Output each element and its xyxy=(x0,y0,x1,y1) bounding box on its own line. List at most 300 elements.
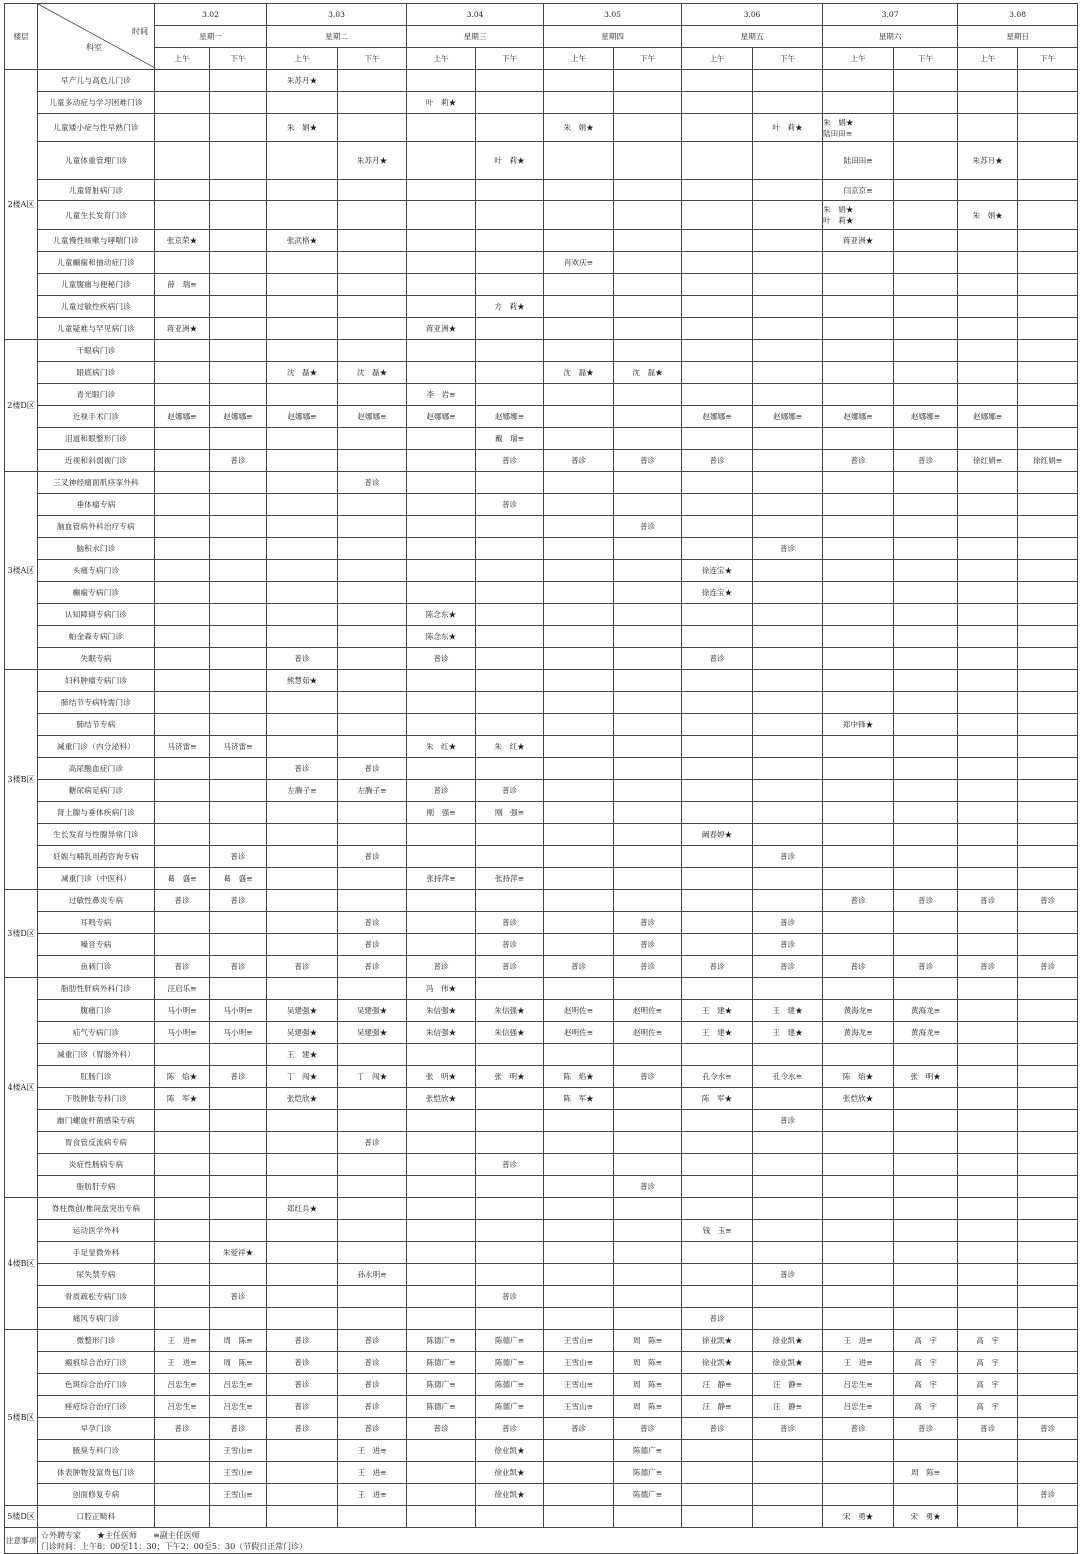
schedule-cell xyxy=(894,1242,958,1264)
schedule-cell xyxy=(210,1330,267,1352)
schedule-cell xyxy=(614,516,682,538)
schedule-cell xyxy=(823,538,894,560)
doctor-entry: 周 陈≡ xyxy=(632,1358,663,1367)
schedule-cell xyxy=(1018,516,1078,538)
notes-label: 注意事项 xyxy=(5,1528,38,1554)
schedule-cell xyxy=(958,1132,1018,1154)
table-row xyxy=(5,1484,1078,1506)
doctor-entry: 普诊 xyxy=(364,852,380,861)
schedule-cell xyxy=(544,1418,614,1440)
doctor-entry: 高 宇 xyxy=(976,1380,999,1389)
schedule-cell xyxy=(476,230,544,252)
schedule-cell xyxy=(544,648,614,670)
schedule-cell xyxy=(823,1352,894,1374)
schedule-cell xyxy=(614,142,682,180)
schedule-cell xyxy=(476,802,544,824)
doctor-entry: 普诊 xyxy=(709,456,725,465)
schedule-cell xyxy=(476,252,544,274)
schedule-cell xyxy=(958,362,1018,384)
schedule-cell xyxy=(155,1110,210,1132)
schedule-cell xyxy=(1018,114,1078,142)
schedule-cell xyxy=(407,230,476,252)
doctor-entry: 吕忠生≡ xyxy=(843,1402,873,1411)
schedule-cell xyxy=(338,1264,407,1286)
schedule-cell xyxy=(894,1066,958,1088)
schedule-cell xyxy=(614,802,682,824)
schedule-cell xyxy=(682,1132,753,1154)
schedule-cell xyxy=(614,252,682,274)
schedule-cell xyxy=(823,428,894,450)
schedule-cell xyxy=(210,1198,267,1220)
schedule-cell xyxy=(338,714,407,736)
schedule-cell xyxy=(753,868,823,890)
doctor-entry: 左腾子≡ xyxy=(357,786,387,795)
schedule-cell xyxy=(753,824,823,846)
schedule-cell xyxy=(338,1308,407,1330)
schedule-cell xyxy=(338,516,407,538)
schedule-cell xyxy=(1018,494,1078,516)
table-row xyxy=(5,1154,1078,1176)
schedule-cell xyxy=(682,142,753,180)
schedule-cell xyxy=(544,758,614,780)
schedule-cell xyxy=(894,868,958,890)
schedule-cell xyxy=(476,736,544,758)
schedule-cell xyxy=(407,560,476,582)
schedule-cell xyxy=(958,934,1018,956)
schedule-cell xyxy=(407,472,476,494)
schedule-cell xyxy=(823,1396,894,1418)
schedule-cell xyxy=(958,802,1018,824)
schedule-cell xyxy=(1018,538,1078,560)
table-row xyxy=(5,670,1078,692)
schedule-cell xyxy=(338,362,407,384)
doctor-entry: 普诊 xyxy=(501,940,518,949)
dept-name: 干眼病门诊 xyxy=(38,340,155,362)
schedule-cell xyxy=(823,1440,894,1462)
doctor-entry: 朱 娟★ xyxy=(286,123,318,132)
schedule-cell xyxy=(823,1242,894,1264)
doctor-entry: 普诊 xyxy=(364,1402,380,1411)
pm-header: 下午 xyxy=(210,48,267,70)
schedule-cell xyxy=(476,1132,544,1154)
table-row xyxy=(5,114,1078,142)
schedule-cell xyxy=(894,1396,958,1418)
doctor-entry: 普诊 xyxy=(294,764,310,773)
pm-header: 下午 xyxy=(894,48,958,70)
doctor-entry: 吴建强★ xyxy=(286,1006,318,1015)
doctor-entry: 朱爱祥★ xyxy=(222,1248,254,1257)
schedule-cell xyxy=(682,428,753,450)
schedule-cell xyxy=(682,560,753,582)
table-row xyxy=(5,1022,1078,1044)
schedule-cell xyxy=(958,252,1018,274)
schedule-cell xyxy=(544,274,614,296)
schedule-cell xyxy=(210,1000,267,1022)
doctor-entry: 徐业凯★ xyxy=(494,1446,525,1455)
schedule-cell xyxy=(155,582,210,604)
schedule-cell xyxy=(407,824,476,846)
schedule-cell xyxy=(614,1352,682,1374)
floor-zone: 5楼D区 xyxy=(5,1506,38,1528)
schedule-cell xyxy=(407,1286,476,1308)
doctor-entry: 王雪山≡ xyxy=(223,1446,253,1455)
schedule-cell xyxy=(544,70,614,92)
doctor-entry: 张恺欣★ xyxy=(842,1094,874,1103)
table-row xyxy=(5,1506,1078,1528)
schedule-cell xyxy=(958,846,1018,868)
schedule-cell xyxy=(823,868,894,890)
doctor-entry: 陈德广≡ xyxy=(426,1358,456,1367)
schedule-cell xyxy=(753,1440,823,1462)
schedule-cell xyxy=(894,406,958,428)
doctor-entry: 宋 勇★ xyxy=(910,1512,941,1521)
schedule-cell xyxy=(338,70,407,92)
doctor-entry: 周 陈≡ xyxy=(632,1380,663,1389)
schedule-cell xyxy=(1018,934,1078,956)
schedule-cell xyxy=(894,1220,958,1242)
schedule-cell xyxy=(407,252,476,274)
schedule-cell xyxy=(407,1154,476,1176)
schedule-cell xyxy=(338,1506,407,1528)
doctor-entry: 赵娜娜≡ xyxy=(702,412,732,421)
schedule-cell xyxy=(155,934,210,956)
schedule-cell xyxy=(823,362,894,384)
dept-name: 口腔正畸科 xyxy=(38,1506,155,1528)
doctor-entry: 赵明佐≡ xyxy=(632,1006,663,1015)
schedule-cell xyxy=(753,1242,823,1264)
doctor-entry: 郑中锋★ xyxy=(842,720,874,729)
dept-name: 儿童生长发育门诊 xyxy=(38,201,155,230)
schedule-cell xyxy=(210,1462,267,1484)
schedule-cell xyxy=(894,230,958,252)
table-row xyxy=(5,230,1078,252)
doctor-entry: 普诊 xyxy=(779,852,796,861)
table-row xyxy=(5,758,1078,780)
doctor-entry: 徐红娟≡ xyxy=(973,456,1003,465)
schedule-cell xyxy=(614,1308,682,1330)
doctor-entry: 王 进≡ xyxy=(357,1446,387,1455)
schedule-cell xyxy=(407,1264,476,1286)
schedule-cell xyxy=(544,626,614,648)
schedule-cell xyxy=(894,758,958,780)
table-row xyxy=(5,252,1078,274)
schedule-cell xyxy=(476,1154,544,1176)
doctor-entry: 高 宇 xyxy=(976,1402,999,1411)
table-row xyxy=(5,384,1078,406)
schedule-cell xyxy=(155,1484,210,1506)
doctor-entry: 周 陈≡ xyxy=(223,1336,253,1345)
doctor-entry: 王 建★ xyxy=(701,1028,733,1037)
date-header: 3.06 xyxy=(682,4,823,26)
schedule-cell xyxy=(338,1462,407,1484)
doctor-entry: 黄海龙≡ xyxy=(911,1006,941,1015)
schedule-cell xyxy=(894,1418,958,1440)
schedule-cell xyxy=(476,670,544,692)
schedule-cell xyxy=(338,978,407,1000)
schedule-cell xyxy=(958,1462,1018,1484)
schedule-cell xyxy=(1018,670,1078,692)
schedule-cell xyxy=(958,582,1018,604)
schedule-cell xyxy=(267,692,338,714)
schedule-cell xyxy=(823,340,894,362)
schedule-cell xyxy=(958,1352,1018,1374)
doctor-entry: 汪启乐≡ xyxy=(167,984,197,993)
dept-name: 尿失禁专病 xyxy=(38,1264,155,1286)
schedule-cell xyxy=(753,201,823,230)
doctor-entry: 赵明佐≡ xyxy=(632,1028,663,1037)
doctor-entry: 张京荣★ xyxy=(166,236,198,245)
schedule-cell xyxy=(267,912,338,934)
schedule-cell xyxy=(823,846,894,868)
schedule-cell xyxy=(614,846,682,868)
doctor-entry: 陈 军★ xyxy=(563,1094,594,1103)
schedule-cell xyxy=(407,1308,476,1330)
schedule-cell xyxy=(823,1506,894,1528)
doctor-entry: 赵娜娜≡ xyxy=(426,412,456,421)
schedule-cell xyxy=(210,494,267,516)
schedule-cell xyxy=(753,428,823,450)
dept-name: 脊柱微创/椎间盘突出专病 xyxy=(38,1198,155,1220)
schedule-cell xyxy=(958,92,1018,114)
dept-name: 脂肪性肝病外科门诊 xyxy=(38,978,155,1000)
doctor-entry: 刚 强≡ xyxy=(494,808,525,817)
schedule-cell xyxy=(614,428,682,450)
schedule-cell xyxy=(210,758,267,780)
doctor-entry: 普诊 xyxy=(501,1292,518,1301)
schedule-cell xyxy=(338,1110,407,1132)
schedule-cell xyxy=(682,1242,753,1264)
schedule-cell xyxy=(476,274,544,296)
schedule-cell xyxy=(958,428,1018,450)
schedule-cell xyxy=(338,92,407,114)
schedule-cell xyxy=(267,824,338,846)
schedule-cell xyxy=(407,934,476,956)
doctor-entry: 黄海龙≡ xyxy=(843,1006,873,1015)
schedule-cell xyxy=(614,362,682,384)
dept-name: 幽门螺旋杆菌感染专病 xyxy=(38,1110,155,1132)
schedule-cell xyxy=(407,201,476,230)
doctor-entry: 马小明≡ xyxy=(167,1028,197,1037)
schedule-cell xyxy=(210,604,267,626)
schedule-cell xyxy=(407,516,476,538)
schedule-cell xyxy=(476,956,544,978)
schedule-cell xyxy=(210,1396,267,1418)
schedule-cell xyxy=(894,714,958,736)
schedule-cell xyxy=(338,670,407,692)
doctor-entry: 周 陈≡ xyxy=(223,1358,253,1367)
doctor-entry: 闫京京≡ xyxy=(843,185,873,195)
schedule-cell xyxy=(155,1308,210,1330)
schedule-cell xyxy=(544,692,614,714)
schedule-cell xyxy=(476,340,544,362)
schedule-cell xyxy=(338,736,407,758)
schedule-cell xyxy=(210,868,267,890)
schedule-cell xyxy=(155,1176,210,1198)
doctor-entry: 朱 娟★ xyxy=(972,210,1003,220)
doctor-entry: 普诊 xyxy=(709,962,725,971)
schedule-cell xyxy=(894,1000,958,1022)
doctor-entry: 普诊 xyxy=(850,1424,866,1433)
schedule-cell xyxy=(958,1176,1018,1198)
doctor-entry: 陈德广≡ xyxy=(494,1336,525,1345)
schedule-cell xyxy=(476,1176,544,1198)
dept-name: 运动医学外科 xyxy=(38,1220,155,1242)
table-row xyxy=(5,582,1078,604)
schedule-cell xyxy=(267,1330,338,1352)
table-row xyxy=(5,956,1078,978)
schedule-cell xyxy=(267,1132,338,1154)
dept-name: 微整形门诊 xyxy=(38,1330,155,1352)
schedule-cell xyxy=(267,1308,338,1330)
doctor-entry: 宋 勇★ xyxy=(842,1512,874,1521)
dept-name: 青光眼门诊 xyxy=(38,384,155,406)
schedule-cell xyxy=(476,912,544,934)
schedule-cell xyxy=(544,384,614,406)
doctor-entry: 李 岩≡ xyxy=(426,390,456,399)
schedule-cell xyxy=(958,114,1018,142)
schedule-cell xyxy=(155,252,210,274)
schedule-cell xyxy=(476,362,544,384)
schedule-cell xyxy=(544,560,614,582)
schedule-cell xyxy=(894,1088,958,1110)
schedule-cell xyxy=(407,142,476,180)
schedule-cell xyxy=(753,1506,823,1528)
schedule-cell xyxy=(155,1440,210,1462)
schedule-cell xyxy=(407,1462,476,1484)
schedule-cell xyxy=(407,1176,476,1198)
schedule-cell xyxy=(1018,1220,1078,1242)
doctor-entry: 赵娜娜≡ xyxy=(167,412,197,421)
schedule-cell xyxy=(682,70,753,92)
schedule-cell xyxy=(894,142,958,180)
doctor-entry: 张恺欣★ xyxy=(425,1094,457,1103)
schedule-cell xyxy=(267,384,338,406)
schedule-cell xyxy=(267,1264,338,1286)
schedule-cell xyxy=(753,230,823,252)
table-row xyxy=(5,1396,1078,1418)
schedule-cell xyxy=(476,114,544,142)
schedule-cell xyxy=(155,956,210,978)
schedule-cell xyxy=(958,1242,1018,1264)
doctor-entry: 普诊 xyxy=(917,456,934,465)
doctor-entry: 普诊 xyxy=(850,456,866,465)
doctor-entry: 徐连宝★ xyxy=(701,588,733,597)
schedule-cell xyxy=(823,1088,894,1110)
schedule-cell xyxy=(155,516,210,538)
schedule-cell xyxy=(210,1440,267,1462)
schedule-cell xyxy=(338,956,407,978)
schedule-cell xyxy=(958,978,1018,1000)
schedule-cell xyxy=(267,714,338,736)
schedule-cell xyxy=(753,450,823,472)
schedule-cell xyxy=(614,758,682,780)
schedule-cell xyxy=(544,450,614,472)
schedule-cell xyxy=(338,318,407,340)
dept-name: 头痛专病门诊 xyxy=(38,560,155,582)
schedule-cell xyxy=(1018,1440,1078,1462)
schedule-cell xyxy=(682,406,753,428)
schedule-cell xyxy=(267,934,338,956)
schedule-cell xyxy=(544,1154,614,1176)
schedule-cell xyxy=(407,582,476,604)
table-row xyxy=(5,406,1078,428)
schedule-cell xyxy=(823,714,894,736)
doctor-entry: 王雪山≡ xyxy=(563,1336,594,1345)
schedule-cell xyxy=(407,1022,476,1044)
schedule-cell xyxy=(155,692,210,714)
schedule-cell xyxy=(894,780,958,802)
schedule-cell xyxy=(155,428,210,450)
doctor-entry: 赵娜娜≡ xyxy=(973,412,1003,421)
doctor-entry: 普诊 xyxy=(779,918,796,927)
schedule-cell xyxy=(155,560,210,582)
schedule-cell xyxy=(1018,318,1078,340)
schedule-cell xyxy=(614,1176,682,1198)
schedule-cell xyxy=(753,670,823,692)
schedule-cell xyxy=(476,428,544,450)
doctor-entry: 徐业凯★ xyxy=(772,1336,803,1345)
schedule-cell xyxy=(267,1154,338,1176)
weekday-header: 星期五 xyxy=(682,26,823,48)
schedule-cell xyxy=(544,340,614,362)
schedule-cell xyxy=(407,846,476,868)
schedule-cell xyxy=(267,70,338,92)
schedule-cell xyxy=(267,582,338,604)
schedule-cell xyxy=(210,912,267,934)
schedule-cell xyxy=(958,230,1018,252)
schedule-cell xyxy=(544,230,614,252)
schedule-cell xyxy=(753,362,823,384)
schedule-cell xyxy=(267,274,338,296)
dept-name: 炎症性肠病专病 xyxy=(38,1154,155,1176)
schedule-cell xyxy=(1018,692,1078,714)
schedule-cell xyxy=(155,868,210,890)
schedule-cell xyxy=(267,626,338,648)
schedule-cell xyxy=(338,934,407,956)
schedule-cell xyxy=(823,1044,894,1066)
schedule-cell xyxy=(544,802,614,824)
table-row xyxy=(5,274,1078,296)
schedule-cell xyxy=(894,201,958,230)
schedule-cell xyxy=(210,560,267,582)
doctor-entry: 吕忠生≡ xyxy=(843,1380,873,1389)
doctor-entry: 蒋亚洲★ xyxy=(842,236,874,245)
schedule-cell xyxy=(267,1198,338,1220)
schedule-cell xyxy=(682,384,753,406)
schedule-cell xyxy=(544,516,614,538)
schedule-cell xyxy=(753,252,823,274)
schedule-cell xyxy=(682,670,753,692)
schedule-cell xyxy=(210,1352,267,1374)
schedule-cell xyxy=(544,1352,614,1374)
doctor-entry: 普诊 xyxy=(570,962,587,971)
schedule-cell xyxy=(267,1242,338,1264)
schedule-cell xyxy=(407,780,476,802)
schedule-cell xyxy=(894,956,958,978)
schedule-cell xyxy=(1018,802,1078,824)
schedule-cell xyxy=(544,472,614,494)
schedule-cell xyxy=(823,758,894,780)
schedule-cell xyxy=(614,472,682,494)
schedule-cell xyxy=(544,1088,614,1110)
table-row xyxy=(5,142,1078,180)
schedule-cell xyxy=(682,1352,753,1374)
schedule-cell xyxy=(682,1440,753,1462)
schedule-cell xyxy=(753,274,823,296)
schedule-cell xyxy=(407,1198,476,1220)
weekday-header: 星期二 xyxy=(267,26,407,48)
schedule-cell xyxy=(958,1000,1018,1022)
